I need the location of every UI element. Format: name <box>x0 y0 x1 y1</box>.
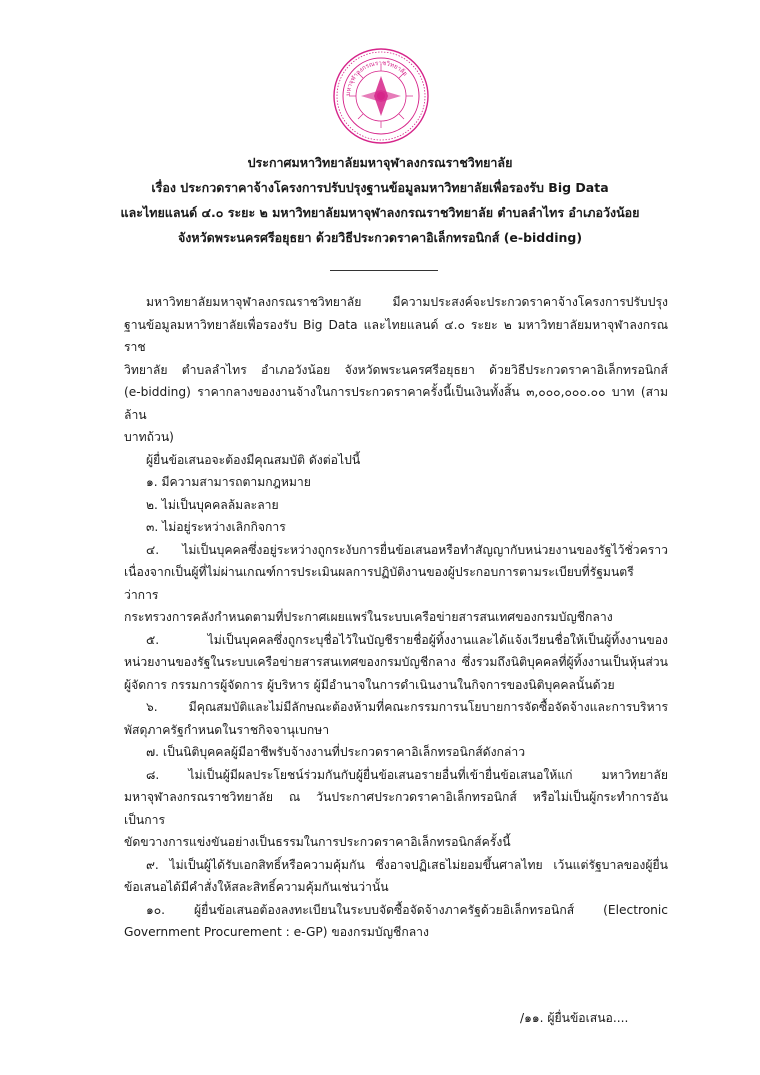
qualification-item-2: ๒. ไม่เป็นบุคคลล้มละลาย <box>146 497 279 512</box>
qualification-item-8: ๘. ไม่เป็นผู้มีผลประโยชน์ร่วมกันกับผู้ยื่นข้อเสนอรายอื่นที่เข้ายื่นข้อเสนอให้แก่ มหาวิทยาลัย <box>146 767 668 782</box>
intro-line: (e-bidding) ราคากลางของงานจ้างในการประกวดราคาครั้งนี้เป็นเงินทั้งสิ้น ๓,๐๐๐,๐๐๐.๐๐ บาท (สามล้าน <box>124 385 668 422</box>
qualification-item-5-cont: หน่วยงานของรัฐในระบบเครือข่ายสารสนเทศของกรมบัญชีกลาง ซึ่งรวมถึงนิติบุคคลที่ผู้ทิ้งงานเป็นหุ้นส่วน <box>124 655 668 669</box>
qualification-item-6-cont: พัสดุภาครัฐกำหนดในราชกิจจานุเบกษา <box>124 722 330 737</box>
qualification-item-8-cont: ขัดขวางการแข่งขันอย่างเป็นธรรมในการประกวดราคาอิเล็กทรอนิกส์ครั้งนี้ <box>124 835 511 849</box>
qualification-item-10-cont: Government Procurement : e-GP) ของกรมบัญชีกลาง <box>124 925 429 939</box>
intro-line: มหาวิทยาลัยมหาจุฬาลงกรณราชวิทยาลัย มีความประสงค์จะประกวดราคาจ้างโครงการปรับปรุง <box>146 295 668 309</box>
svg-text:มหาจุฬาลงกรณราชวิทยาลัย: มหาจุฬาลงกรณราชวิทยาลัย <box>344 59 409 97</box>
qualification-item-4: ๔. ไม่เป็นบุคคลซึ่งอยู่ระหว่างถูกระงับการยื่นข้อเสนอหรือทำสัญญากับหน่วยงานของรัฐไว้ชั่วคราว <box>146 542 668 557</box>
qualification-item-5: ๕. ไม่เป็นบุคคลซึ่งถูกระบุชื่อไว้ในบัญชีรายชื่อผู้ทิ้งงานและได้แจ้งเวียนชื่อให้เป็นผู้ทิ้งงานของ <box>146 632 668 647</box>
qualification-item-4-cont: เนื่องจากเป็นผู้ที่ไม่ผ่านเกณฑ์การประเมินผลการปฏิบัติงานของผู้ประกอบการตามระเบียบที่รัฐมนตรีว่าการ <box>124 565 634 602</box>
qualification-item-7: ๗. เป็นนิติบุคคลผู้มีอาชีพรับจ้างงานที่ประกวดราคาอิเล็กทรอนิกส์ดังกล่าว <box>146 745 526 759</box>
header-line-2: เรื่อง ประกวดราคาจ้างโครงการปรับปรุงฐานข้อมูลมหาวิทยาลัยเพื่อรองรับ Big Data <box>151 180 609 195</box>
qualification-item-1: ๑. มีความสามารถตามกฎหมาย <box>146 475 311 489</box>
qualification-item-9: ๙. ไม่เป็นผู้ได้รับเอกสิทธิ์หรือความคุ้มกัน ซึ่งอาจปฏิเสธไม่ยอมขึ้นศาลไทย เว้นแต่รัฐบาลของผู้ยื่น <box>146 857 668 872</box>
qualification-item-8-cont: มหาจุฬาลงกรณราชวิทยาลัย ณ วันประกาศประกวดราคาอิเล็กทรอนิกส์ หรือไม่เป็นผู้กระทำการอันเป็นการ <box>124 790 668 827</box>
announcement-body <box>124 291 668 944</box>
university-seal-icon <box>331 46 431 146</box>
announcement-header <box>60 150 700 250</box>
qualification-item-9-cont: ข้อเสนอได้มีคำสั่งให้สละสิทธิ์ความคุ้มกันเช่นว่านั้น <box>124 880 389 894</box>
qualifications-title: ผู้ยื่นข้อเสนอจะต้องมีคุณสมบัติ ดังต่อไปนี้ <box>146 452 361 467</box>
qualification-item-3: ๓. ไม่อยู่ระหว่างเลิกกิจการ <box>146 520 286 534</box>
qualification-item-4-cont: กระทรวงการคลังกำหนดตามที่ประกาศเผยแพร่ในระบบเครือข่ายสารสนเทศของกรมบัญชีกลาง <box>124 610 613 624</box>
qualification-item-10: ๑๐. ผู้ยื่นข้อเสนอต้องลงทะเบียนในระบบจัดซื้อจัดจ้างภาครัฐด้วยอิเล็กทรอนิกส์ (Electronic <box>146 902 668 917</box>
intro-line: ฐานข้อมูลมหาวิทยาลัยเพื่อรองรับ Big Data และไทยแลนด์ ๔.๐ ระยะ ๒ มหาวิทยาลัยมหาจุฬาลงกรณราช <box>124 317 668 354</box>
qualification-item-5-cont: ผู้จัดการ กรรมการผู้จัดการ ผู้บริหาร ผู้มีอำนาจในการดำเนินงานในกิจการของนิติบุคคลนั้นด้วย <box>124 677 615 692</box>
intro-line: บาทถ้วน) <box>124 430 174 444</box>
header-line-1: ประกาศมหาวิทยาลัยมหาจุฬาลงกรณราชวิทยาลัย <box>247 155 513 170</box>
header-divider <box>330 270 438 271</box>
intro-line: วิทยาลัย ตำบลลำไทร อำเภอวังน้อย จังหวัดพระนครศรีอยุธยา ด้วยวิธีประกวดราคาอิเล็กทรอนิกส์ <box>124 362 668 377</box>
header-line-3: และไทยแลนด์ ๔.๐ ระยะ ๒ มหาวิทยาลัยมหาจุฬาลงกรณราชวิทยาลัย ตำบลลำไทร อำเภอวังน้อย <box>120 205 640 220</box>
header-line-4: จังหวัดพระนครศรีอยุธยา ด้วยวิธีประกวดราคาอิเล็กทรอนิกส์ (e-bidding) <box>177 230 583 245</box>
continuation-note: /๑๑. ผู้ยื่นข้อเสนอ.... <box>520 1011 629 1025</box>
qualification-item-6: ๖. มีคุณสมบัติและไม่มีลักษณะต้องห้ามที่คณะกรรมการนโยบายการจัดซื้อจัดจ้างและการบริหาร <box>146 700 668 714</box>
